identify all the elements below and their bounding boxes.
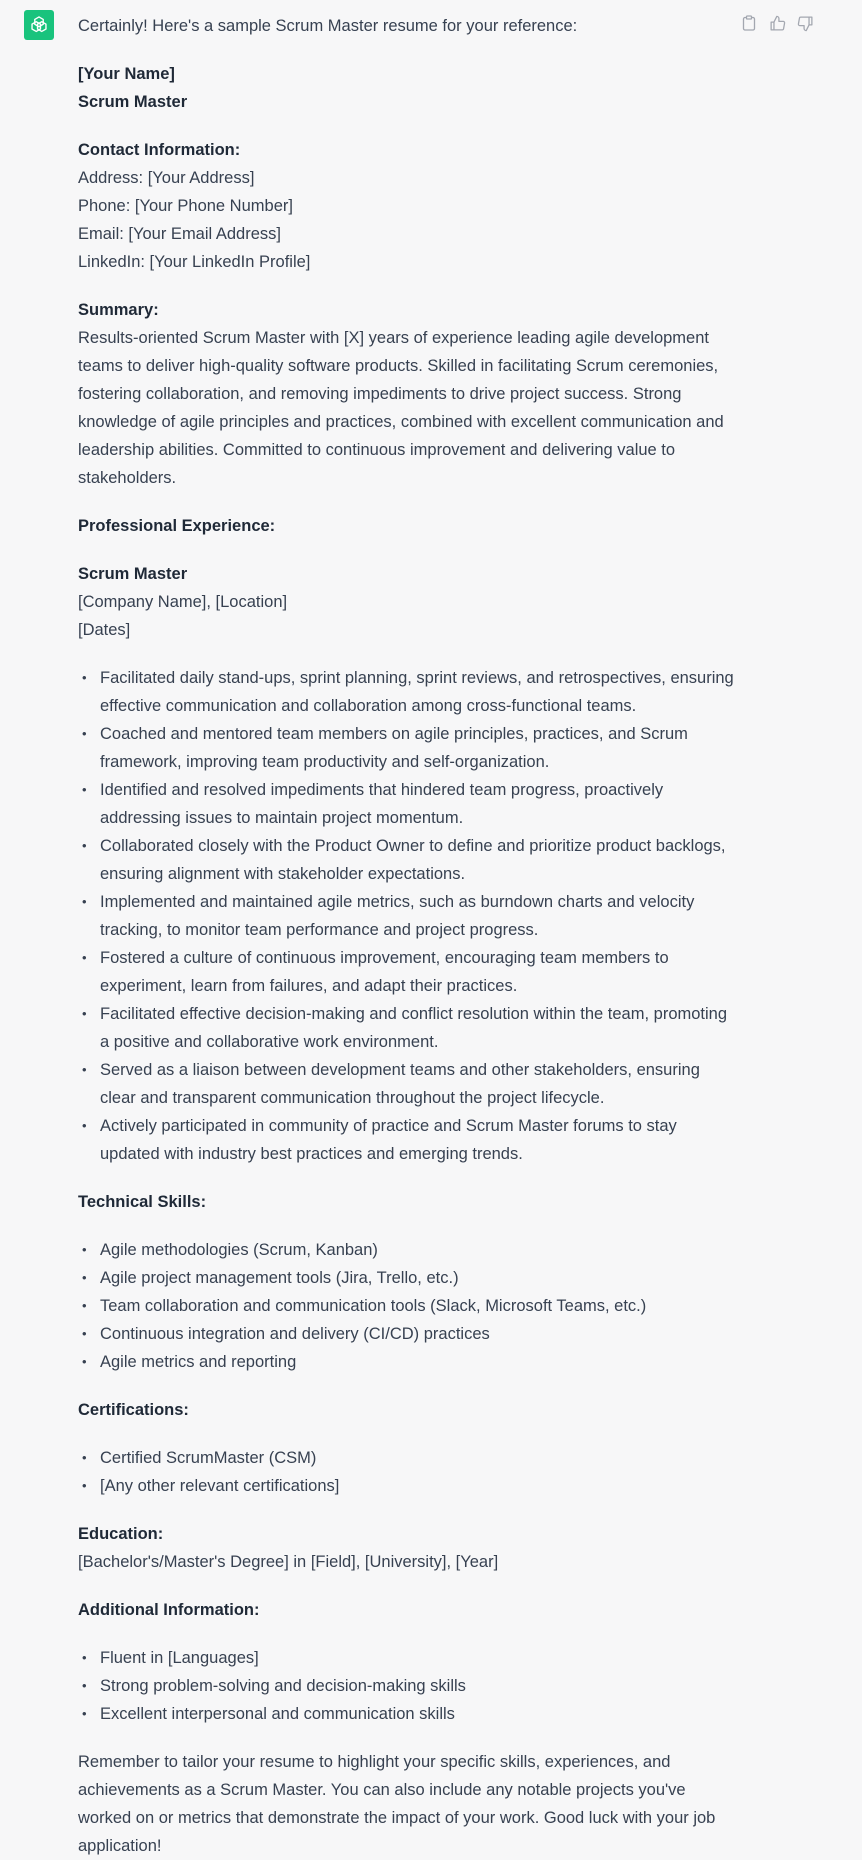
- additional-list: [78, 1644, 738, 1728]
- skills-heading-block: [78, 1188, 738, 1216]
- certifications-heading-block: [78, 1396, 738, 1424]
- list-item: • Identified and resolved impediments that hindered team progress, proactively addressing issues to maintain project momentum.: [100, 776, 738, 832]
- experience-role: Scrum Master: [78, 565, 188, 583]
- list-item: • Coached and mentored team members on agile principles, practices, and Scrum framework, improving team productivity and self-organization.: [100, 720, 738, 776]
- thumbs-down-icon: [797, 15, 814, 32]
- contact-phone: Phone: [Your Phone Number]: [78, 197, 293, 215]
- contact-email: Email: [Your Email Address]: [78, 225, 281, 243]
- resume-title: Scrum Master: [78, 93, 188, 111]
- list-item: • Facilitated daily stand-ups, sprint planning, sprint reviews, and retrospectives, ensuring effective communication and collaboration among cross-functional teams.: [100, 664, 738, 720]
- list-item: • Agile methodologies (Scrum, Kanban): [100, 1236, 738, 1264]
- list-item: • [Any other relevant certifications]: [100, 1472, 738, 1500]
- experience-heading: Professional Experience:: [78, 517, 276, 535]
- experience-dates: [Dates]: [78, 621, 131, 639]
- contact-linkedin: LinkedIn: [Your LinkedIn Profile]: [78, 253, 311, 271]
- assistant-message: [78, 12, 738, 1860]
- list-item: • Agile metrics and reporting: [100, 1348, 738, 1376]
- closing-text: Remember to tailor your resume to highlight your specific skills, experiences, and achievements as a Scrum Master. You can also include any notable projects you've worked on or metrics that demonstrate the impact of your work. Good luck with your job application!: [78, 1753, 716, 1855]
- resume-name: [Your Name]: [78, 65, 175, 83]
- additional-heading: Additional Information:: [78, 1601, 260, 1619]
- list-item: • Team collaboration and communication tools (Slack, Microsoft Teams, etc.): [100, 1292, 738, 1320]
- openai-logo-icon: [28, 14, 50, 36]
- contact-section: [78, 136, 738, 276]
- education-section: [78, 1520, 738, 1576]
- resume-header: [78, 60, 738, 116]
- message-actions: [740, 14, 814, 32]
- list-item: • Excellent interpersonal and communication skills: [100, 1700, 738, 1728]
- skills-list: [78, 1236, 738, 1376]
- dislike-button[interactable]: [796, 14, 814, 32]
- skills-heading: Technical Skills:: [78, 1193, 207, 1211]
- contact-address: Address: [Your Address]: [78, 169, 255, 187]
- summary-text: Results-oriented Scrum Master with [X] years of experience leading agile development teams to deliver high-quality software products. Skilled in facilitating Scrum ceremonies, fostering collaboration, and removing impediments to drive project success. Strong knowledge of agile principles and practices, combined with excellent communication and leadership abilities. Committed to continuous improvement and delivering value to stakeholders.: [78, 329, 724, 487]
- summary-heading: Summary:: [78, 301, 159, 319]
- like-button[interactable]: [768, 14, 786, 32]
- summary-section: [78, 296, 738, 492]
- assistant-avatar: [24, 10, 54, 40]
- experience-heading-block: [78, 512, 738, 540]
- certifications-list: [78, 1444, 738, 1500]
- list-item: • Actively participated in community of practice and Scrum Master forums to stay updated with industry best practices and emerging trends.: [100, 1112, 738, 1168]
- list-item: • Implemented and maintained agile metrics, such as burndown charts and velocity tracking, to monitor team performance and project progress.: [100, 888, 738, 944]
- certifications-heading: Certifications:: [78, 1401, 189, 1419]
- list-item: • Served as a liaison between development teams and other stakeholders, ensuring clear and transparent communication throughout the project lifecycle.: [100, 1056, 738, 1112]
- intro-text: Certainly! Here's a sample Scrum Master resume for your reference:: [78, 17, 578, 35]
- thumbs-up-icon: [769, 15, 786, 32]
- experience-role-block: [78, 560, 738, 644]
- list-item: • Collaborated closely with the Product Owner to define and prioritize product backlogs, ensuring alignment with stakeholder expectations.: [100, 832, 738, 888]
- clipboard-icon: [742, 15, 756, 31]
- contact-heading: Contact Information:: [78, 141, 241, 159]
- list-item: • Certified ScrumMaster (CSM): [100, 1444, 738, 1472]
- experience-company: [Company Name], [Location]: [78, 593, 288, 611]
- list-item: • Fostered a culture of continuous improvement, encouraging team members to experiment, learn from failures, and adapt their practices.: [100, 944, 738, 1000]
- list-item: • Fluent in [Languages]: [100, 1644, 738, 1672]
- education-heading: Education:: [78, 1525, 164, 1543]
- education-text: [Bachelor's/Master's Degree] in [Field], [University], [Year]: [78, 1553, 499, 1571]
- list-item: • Continuous integration and delivery (CI/CD) practices: [100, 1320, 738, 1348]
- list-item: • Facilitated effective decision-making and conflict resolution within the team, promoting a positive and collaborative work environment.: [100, 1000, 738, 1056]
- experience-bullets: [78, 664, 738, 1168]
- list-item: • Strong problem-solving and decision-making skills: [100, 1672, 738, 1700]
- additional-heading-block: [78, 1596, 738, 1624]
- list-item: • Agile project management tools (Jira, Trello, etc.): [100, 1264, 738, 1292]
- copy-button[interactable]: [740, 14, 758, 32]
